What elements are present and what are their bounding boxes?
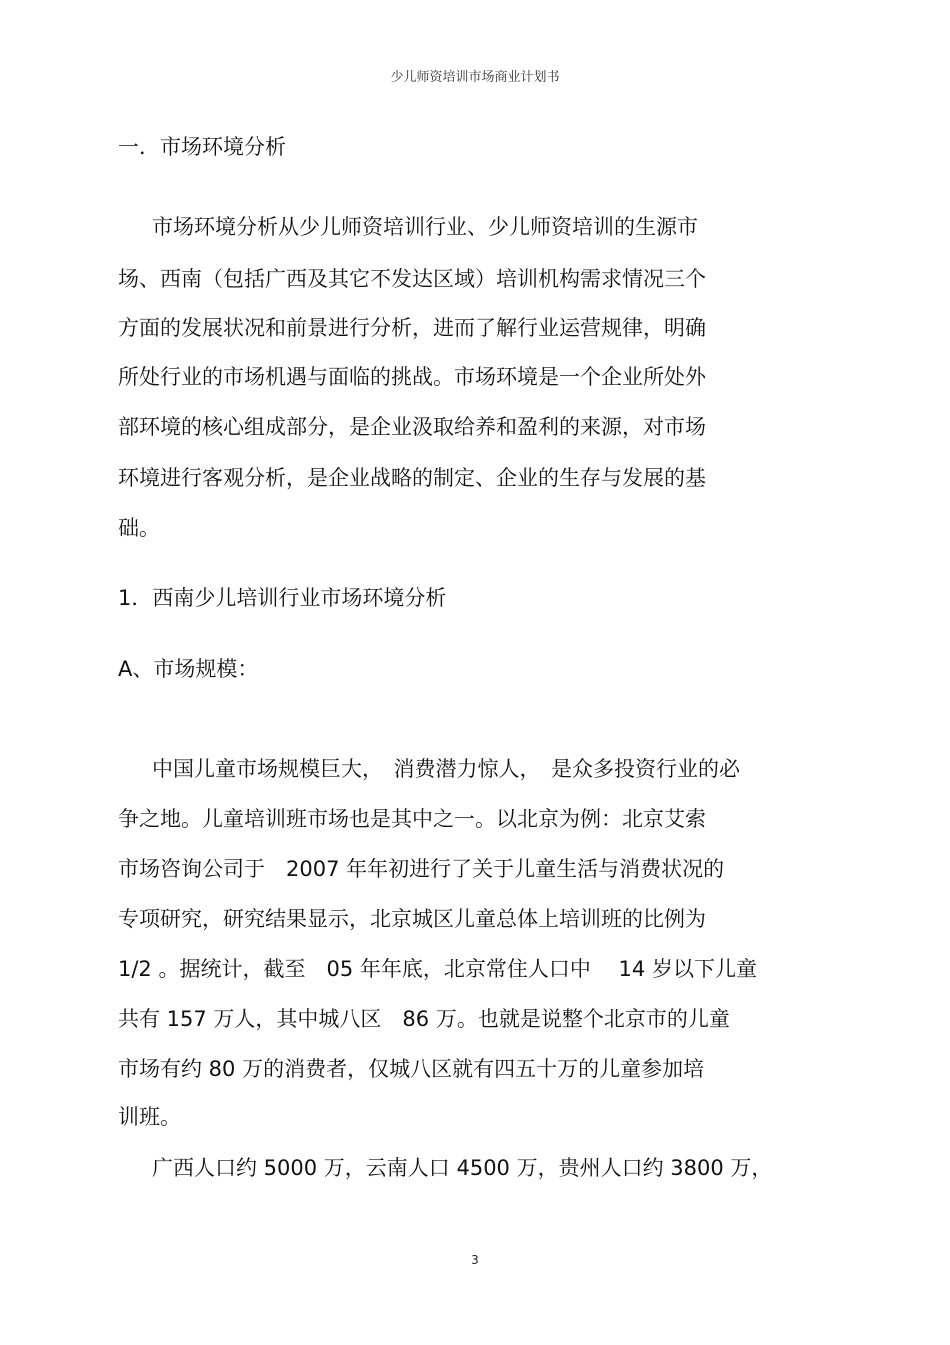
running-header: 少儿师资培训市场商业计划书 bbox=[390, 70, 560, 85]
para2-line-1: 中国儿童市场规模巨大， 消费潜力惊人， 是众多投资行业的必 bbox=[152, 757, 740, 781]
para2-line-2: 争之地。儿童培训班市场也是其中之一。以北京为例：北京艾索 bbox=[118, 807, 706, 831]
page-number: 3 bbox=[471, 1253, 479, 1267]
subsection-a-heading: A、市场规模： bbox=[118, 657, 259, 681]
para1-line-7: 础。 bbox=[118, 516, 160, 540]
para1-line-2: 场、西南（包括广西及其它不发达区域）培训机构需求情况三个 bbox=[118, 267, 706, 291]
para1-line-1: 市场环境分析从少儿师资培训行业、少儿师资培训的生源市 bbox=[152, 215, 698, 239]
para1-line-5: 部环境的核心组成部分，是企业汲取给养和盈利的来源，对市场 bbox=[118, 415, 706, 439]
subsection-heading: 1．西南少儿培训行业市场环境分析 bbox=[118, 586, 447, 610]
para1-line-4: 所处行业的市场机遇与面临的挑战。市场环境是一个企业所处外 bbox=[118, 365, 706, 389]
para3-line-1: 广西人口约 5000 万，云南人口 4500 万，贵州人口约 3800 万， bbox=[152, 1156, 773, 1180]
para2-line-7: 市场有约 80 万的消费者，仅城八区就有四五十万的儿童参加培 bbox=[118, 1057, 705, 1081]
para2-line-4: 专项研究，研究结果显示，北京城区儿童总体上培训班的比例为 bbox=[118, 907, 706, 931]
para2-line-5: 1/2 。据统计，截至 05 年年底，北京常住人口中 14 岁以下儿童 bbox=[118, 957, 757, 981]
para2-line-6: 共有 157 万人，其中城八区 86 万。也就是说整个北京市的儿童 bbox=[118, 1007, 730, 1031]
para2-line-8: 训班。 bbox=[118, 1105, 181, 1129]
section-heading: 一．市场环境分析 bbox=[118, 135, 286, 159]
para1-line-3: 方面的发展状况和前景进行分析，进而了解行业运营规律，明确 bbox=[118, 316, 706, 340]
para1-line-6: 环境进行客观分析，是企业战略的制定、企业的生存与发展的基 bbox=[118, 466, 706, 490]
para2-line-3: 市场咨询公司于 2007 年年初进行了关于儿童生活与消费状况的 bbox=[118, 857, 725, 881]
